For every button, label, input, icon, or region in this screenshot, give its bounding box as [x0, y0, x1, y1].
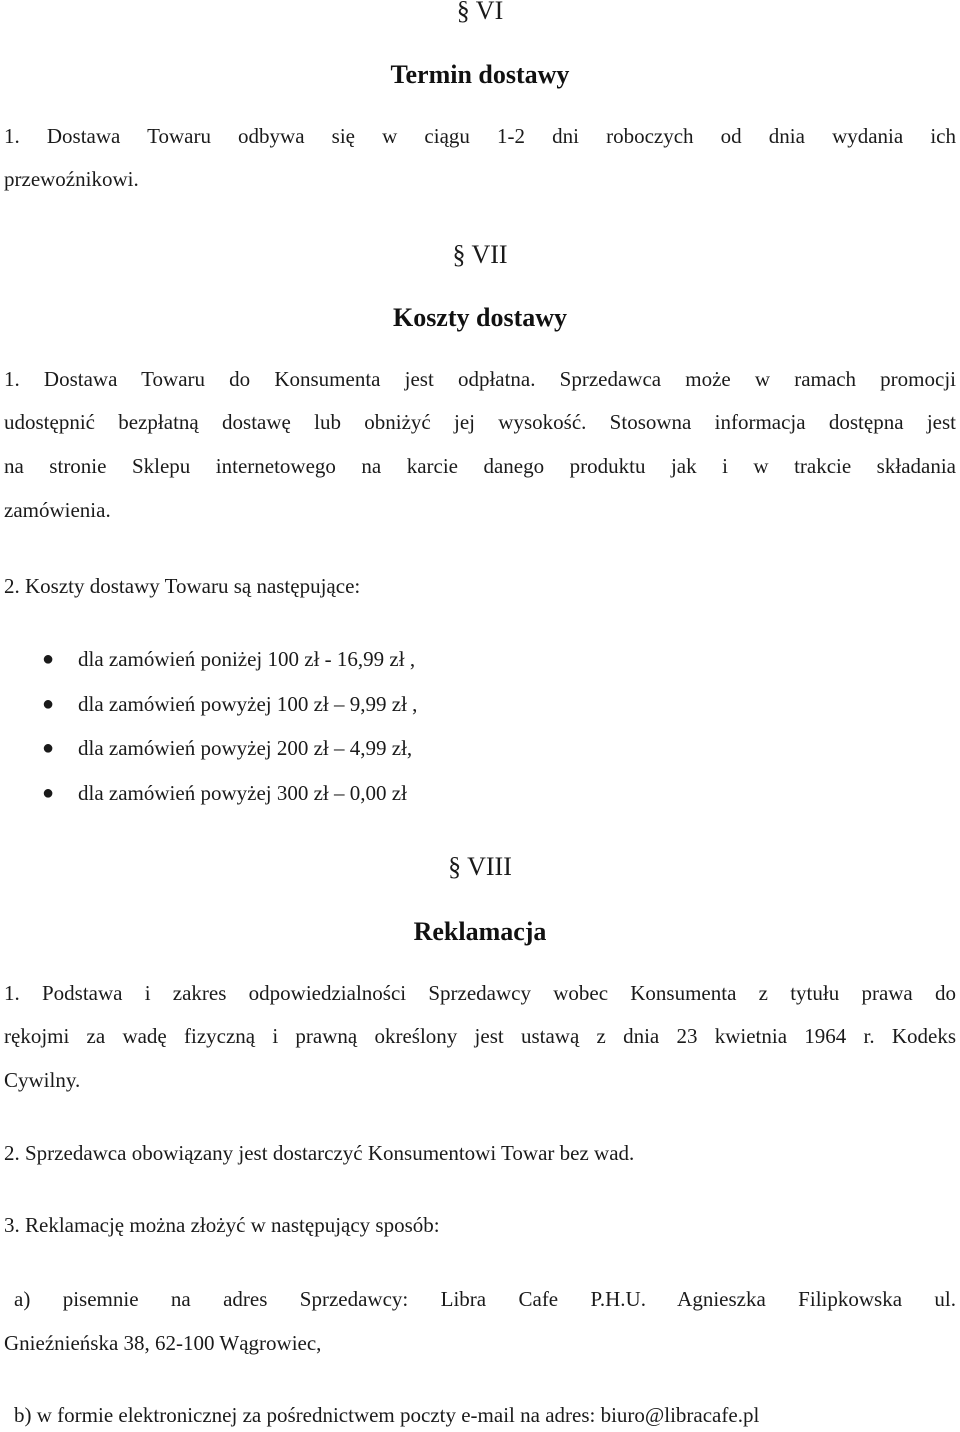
- section-8-para-5: b) w formie elektronicznej za pośrednictwem poczty e-mail na adres: biuro@libracafe.pl: [14, 1403, 760, 1427]
- section-number: VII: [471, 240, 508, 269]
- section-7-para-2: 2. Koszty dostawy Towaru są następujące:: [4, 574, 361, 598]
- section-7-heading: [0, 240, 960, 270]
- section-7-para-1-line-2: udostępnić bezpłatną dostawę lub obniżyć jej wysokość. Stosowna informacja dostępna jest: [4, 410, 956, 434]
- section-7-para-1-line-1: 1. Dostawa Towaru do Konsumenta jest odpłatna. Sprzedawca może w ramach promocji: [4, 367, 956, 391]
- bullet-icon: ●: [42, 737, 55, 759]
- section-8-title: Reklamacja: [413, 917, 547, 946]
- section-6-title: Termin dostawy: [390, 60, 570, 89]
- list-item: dla zamówień powyżej 300 zł – 0,00 zł: [78, 781, 407, 805]
- section-symbol: §: [448, 852, 462, 881]
- section-symbol: §: [452, 240, 466, 269]
- bullet-icon: ●: [42, 693, 55, 715]
- bullet-icon: ●: [42, 648, 55, 670]
- section-8-para-2: 2. Sprzedawca obowiązany jest dostarczyć Konsumentowi Towar bez wad.: [4, 1141, 635, 1165]
- section-6-heading: [0, 0, 960, 26]
- section-number: VIII: [467, 852, 512, 881]
- section-8-para-1-line-3: Cywilny.: [4, 1068, 81, 1092]
- section-7-para-1-line-3: na stronie Sklepu internetowego na karcie danego produktu jak i w trakcie składania: [4, 454, 956, 478]
- section-8-heading: [0, 852, 960, 882]
- section-6-para-1-line-1: 1. Dostawa Towaru odbywa się w ciągu 1-2 dni roboczych od dnia wydania ich: [4, 124, 956, 148]
- section-8-para-1-line-1: 1. Podstawa i zakres odpowiedzialności Sprzedawcy wobec Konsumenta z tytułu prawa do: [4, 981, 956, 1005]
- bullet-icon: ●: [42, 782, 55, 804]
- section-6-para-1-line-2: przewoźnikowi.: [4, 167, 139, 191]
- section-symbol: §: [456, 0, 470, 25]
- section-8-para-3: 3. Reklamację można złożyć w następujący sposób:: [4, 1213, 440, 1237]
- section-8-para-4-line-2: Gnieźnieńska 38, 62-100 Wągrowiec,: [4, 1331, 322, 1355]
- list-item: dla zamówień powyżej 200 zł – 4,99 zł,: [78, 736, 413, 760]
- section-number: VI: [475, 0, 504, 25]
- section-7-title: Koszty dostawy: [392, 303, 568, 332]
- list-item: dla zamówień powyżej 100 zł – 9,99 zł ,: [78, 692, 418, 716]
- list-item: dla zamówień poniżej 100 zł - 16,99 zł ,: [78, 647, 416, 671]
- section-8-para-4-line-1: a) pisemnie na adres Sprzedawcy: Libra Cafe P.H.U. Agnieszka Filipkowska ul.: [14, 1287, 956, 1311]
- section-8-para-1-line-2: rękojmi za wadę fizyczną i prawną określony jest ustawą z dnia 23 kwietnia 1964 r. Kodeks: [4, 1024, 956, 1048]
- section-7-para-1-line-4: zamówienia.: [4, 498, 111, 522]
